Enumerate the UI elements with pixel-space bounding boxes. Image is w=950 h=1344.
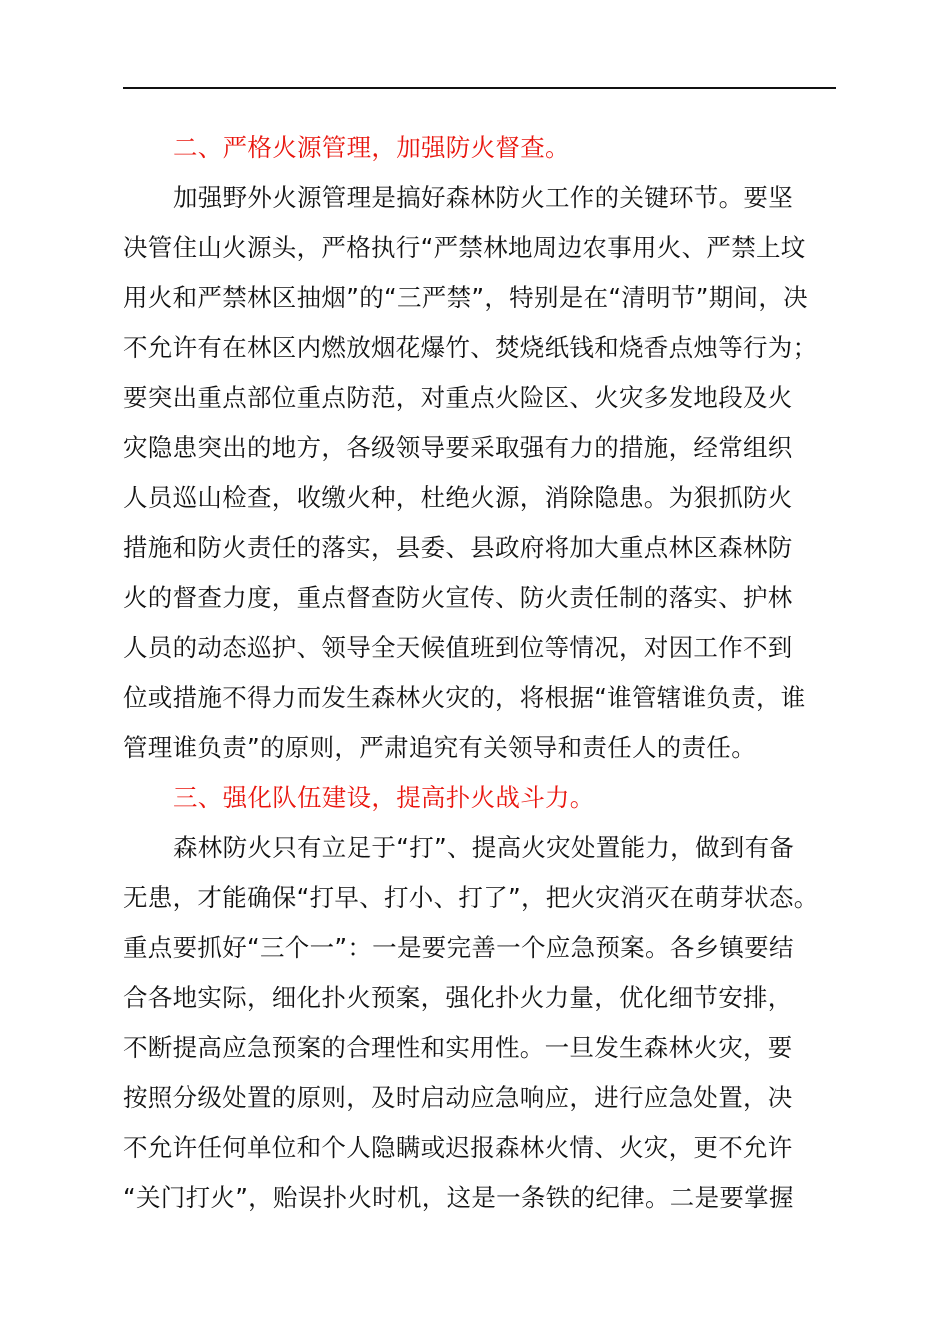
paragraph-line: 位或措施不得力而发生森林火灾的，将根据“谁管辖谁负责，谁 — [123, 683, 806, 712]
paragraph-line: “关门打火”，贻误扑火时机，这是一条铁的纪律。二是要掌握 — [123, 1183, 794, 1212]
paragraph-line: 森林防火只有立足于“打”、提高火灾处置能力，做到有备 — [173, 833, 795, 862]
paragraph-line: 用火和严禁林区抽烟”的“三严禁”，特别是在“清明节”期间，决 — [123, 283, 808, 312]
paragraph-line: 火的督查力度，重点督查防火宣传、防火责任制的落实、护林 — [123, 583, 793, 612]
paragraph-line: 灾隐患突出的地方，各级领导要采取强有力的措施，经常组织 — [123, 433, 793, 462]
header-rule — [123, 87, 836, 89]
paragraph-line: 合各地实际，细化扑火预案，强化扑火力量，优化细节安排， — [123, 983, 793, 1012]
paragraph-line: 要突出重点部位重点防范，对重点火险区、火灾多发地段及火 — [123, 383, 793, 412]
document-body — [123, 123, 843, 1223]
paragraph-line: 管理谁负责”的原则，严肃追究有关领导和责任人的责任。 — [123, 733, 756, 762]
paragraph-line: 重点要抓好“三个一”：一是要完善一个应急预案。各乡镇要结 — [123, 933, 794, 962]
paragraph-line: 决管住山火源头，严格执行“严禁林地周边农事用火、严禁上坟 — [123, 233, 806, 262]
paragraph-line: 不断提高应急预案的合理性和实用性。一旦发生森林火灾，要 — [123, 1033, 793, 1062]
paragraph-line: 不允许任何单位和个人隐瞒或迟报森林火情、火灾，更不允许 — [123, 1133, 793, 1162]
paragraph-line: 加强野外火源管理是搞好森林防火工作的关键环节。要坚 — [173, 183, 793, 212]
section-heading: 二、严格火源管理，加强防火督查。 — [173, 133, 570, 162]
paragraph-line: 人员巡山检查，收缴火种，杜绝火源，消除隐患。为狠抓防火 — [123, 483, 793, 512]
paragraph-line: 人员的动态巡护、领导全天候值班到位等情况，对因工作不到 — [123, 633, 793, 662]
paragraph-line: 不允许有在林区内燃放烟花爆竹、焚烧纸钱和烧香点烛等行为； — [123, 333, 818, 362]
paragraph-line: 按照分级处置的原则，及时启动应急响应，进行应急处置，决 — [123, 1083, 793, 1112]
paragraph-line: 无患，才能确保“打早、打小、打了”，把火灾消灭在萌芽状态。 — [123, 883, 819, 912]
paragraph-line: 措施和防火责任的落实，县委、县政府将加大重点林区森林防 — [123, 533, 793, 562]
section-heading: 三、强化队伍建设，提高扑火战斗力。 — [173, 783, 595, 812]
